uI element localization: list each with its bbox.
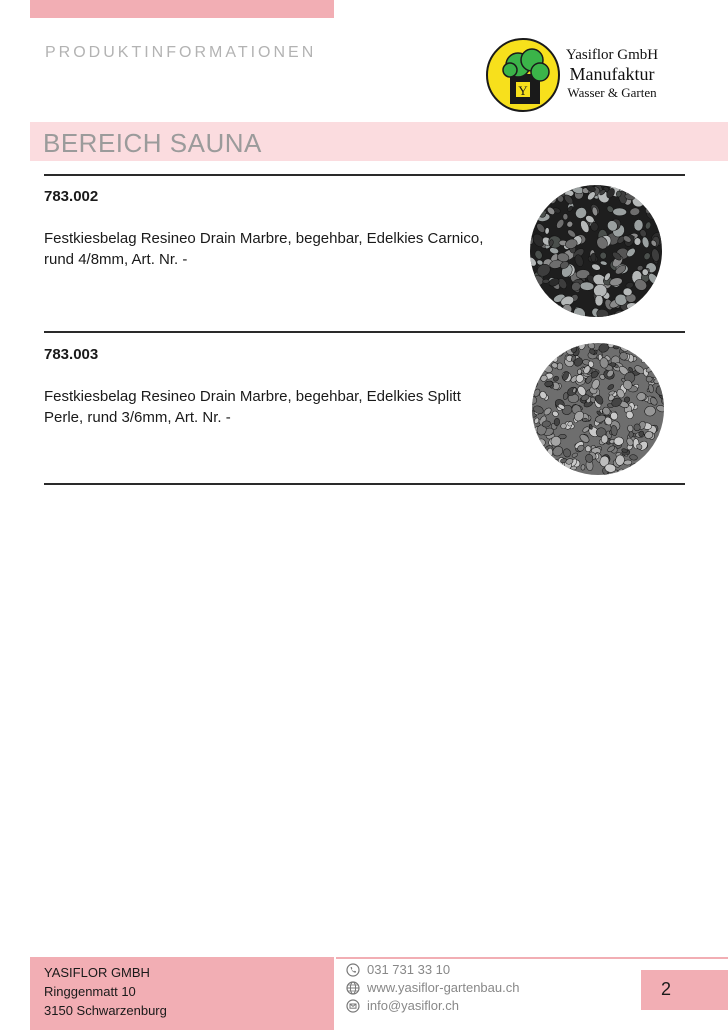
footer-street: Ringgenmatt 10 bbox=[44, 984, 136, 999]
page-number: 2 bbox=[661, 979, 672, 999]
phone-icon bbox=[346, 963, 360, 977]
dark-gravel-image bbox=[530, 185, 662, 317]
footer-website[interactable] bbox=[346, 980, 519, 995]
page-number-box bbox=[641, 970, 728, 1010]
footer-email-text: info@yasiflor.ch bbox=[367, 998, 459, 1013]
globe-icon bbox=[346, 981, 360, 995]
footer-website-text: www.yasiflor-gartenbau.ch bbox=[367, 980, 520, 995]
email-icon bbox=[346, 999, 360, 1013]
logo-wordmark bbox=[562, 48, 662, 99]
gravel-texture bbox=[532, 343, 664, 475]
footer-accent-line bbox=[336, 957, 728, 959]
product-number: 783.002 bbox=[44, 188, 99, 205]
logo-emblem bbox=[486, 38, 560, 112]
footer-email[interactable] bbox=[346, 998, 459, 1013]
footer-city: 3150 Schwarzenburg bbox=[44, 1003, 167, 1018]
product-description: Festkiesbelag Resineo Drain Marbre, begehbar, Edelkies Carnico, rund 4/8mm, Art. Nr. - bbox=[44, 230, 484, 268]
section-header bbox=[30, 122, 728, 161]
top-accent-bar bbox=[30, 0, 334, 18]
footer-company: YASIFLOR GMBH bbox=[44, 965, 150, 980]
logo-tagline-sub: Wasser & Garten bbox=[567, 84, 657, 100]
logo-letter: Y bbox=[518, 83, 528, 98]
page-kicker: PRODUKTINFORMATIONEN bbox=[45, 44, 317, 61]
product-description: Festkiesbelag Resineo Drain Marbre, begehbar, Edelkies Splitt Perle, rund 3/6mm, Art. Nr. - bbox=[44, 388, 461, 426]
grey-gravel-image bbox=[532, 343, 664, 475]
tree-house-icon bbox=[488, 40, 560, 112]
divider bbox=[44, 174, 685, 176]
divider bbox=[44, 483, 685, 485]
footer-phone-text: 031 731 33 10 bbox=[367, 962, 451, 977]
product-number: 783.003 bbox=[44, 346, 99, 363]
divider bbox=[44, 331, 685, 333]
logo-tagline-main: Manufaktur bbox=[569, 63, 655, 84]
logo-company-name: Yasiflor GmbH bbox=[565, 47, 659, 63]
footer-phone[interactable] bbox=[346, 962, 450, 977]
gravel-texture bbox=[530, 185, 662, 317]
company-logo bbox=[486, 38, 686, 114]
footer-address bbox=[30, 957, 334, 1030]
section-title: BEREICH SAUNA bbox=[43, 128, 262, 158]
